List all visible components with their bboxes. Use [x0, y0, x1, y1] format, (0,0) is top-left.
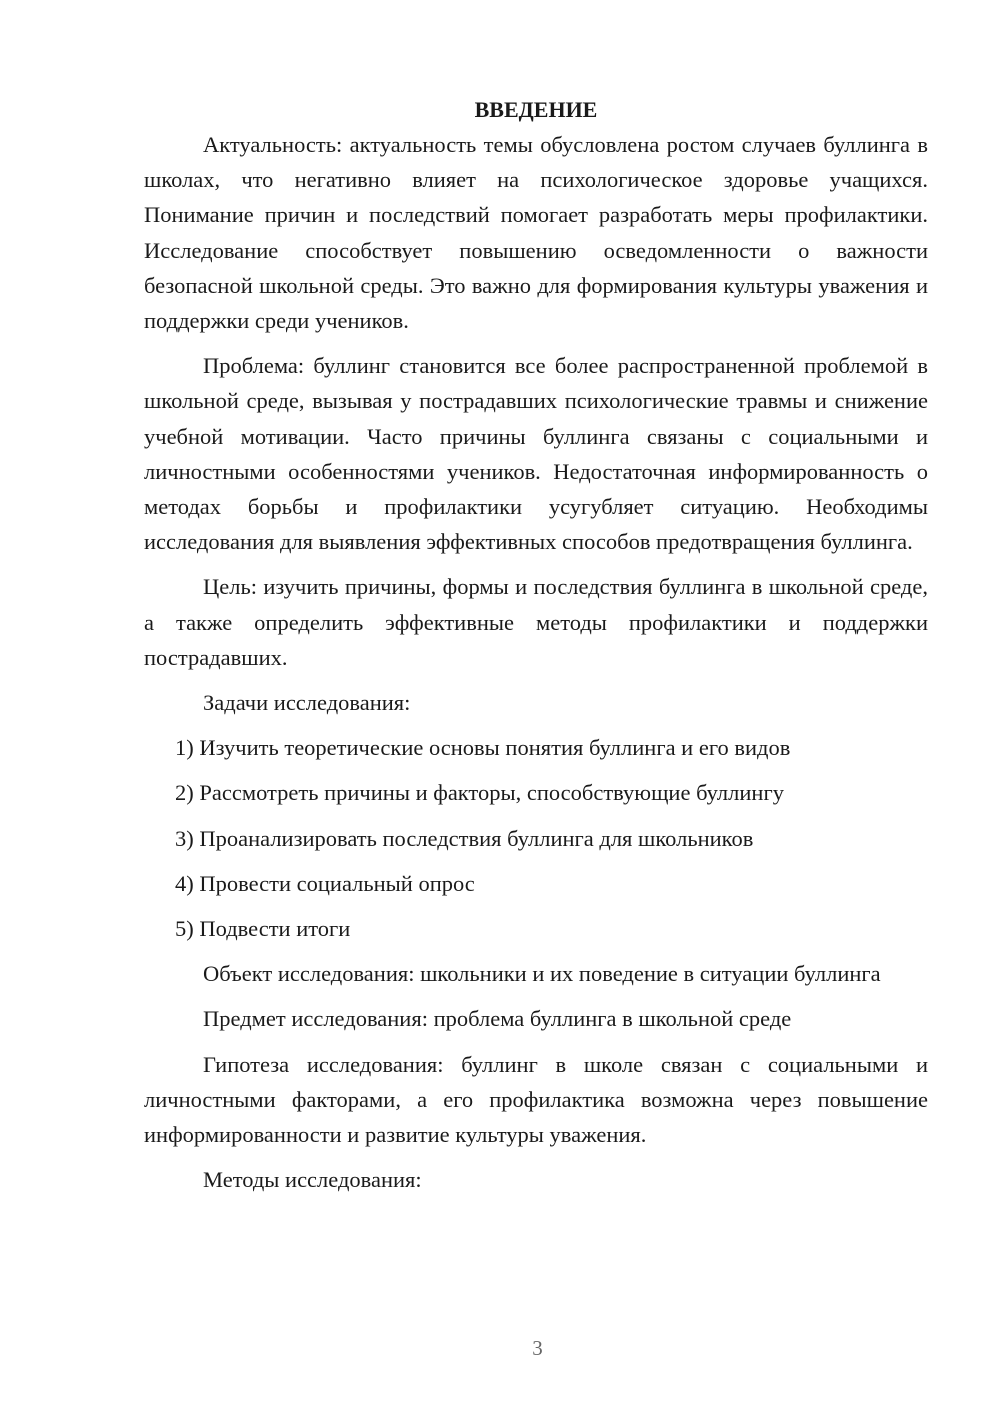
problem-paragraph: Проблема: буллинг становится все более распространенной проблемой в школьной среде, вызывая у пострадавших психологические травмы и снижение учебной мотивации. Часто причины буллинга связаны с социальными и личностными особенностями учеников. Недостаточная информированность о методах борьбы и профилактики усугубляет ситуацию. Необходимы исследования для выявления эффективных способов предотвращения буллинга.: [144, 353, 928, 555]
object-paragraph: Объект исследования: школьники и их поведение в ситуации буллинга: [203, 961, 881, 987]
list-item: 3) Проанализировать последствия буллинга для школьников: [175, 825, 754, 851]
list-item: 4) Провести социальный опрос: [175, 870, 475, 896]
page-title: ВВЕДЕНИЕ: [474, 97, 598, 122]
goal-paragraph: Цель: изучить причины, формы и последствия буллинга в школьной среде, а также определить эффективные методы профилактики и поддержки пострадавших.: [144, 574, 928, 670]
relevance-paragraph: Актуальность: актуальность темы обусловлена ростом случаев буллинга в школах, что негативно влияет на психологическое здоровье учащихся. Понимание причин и последствий помогает разработать меры профилактики. Исследование способствует повышению осведомленности о важности безопасной школьной среды. Это важно для формирования культуры уважения и поддержки среди учеников.: [144, 132, 928, 334]
subject-paragraph: Предмет исследования: проблема буллинга в школьной среде: [203, 1006, 792, 1032]
tasks-heading: Задачи исследования:: [203, 690, 411, 716]
methods-paragraph: Методы исследования:: [203, 1167, 422, 1193]
hypothesis-paragraph: Гипотеза исследования: буллинг в школе связан с социальными и личностными факторами, а его профилактика возможна через повышение информированности и развитие культуры уважения.: [144, 1051, 928, 1148]
tasks-list: [144, 730, 928, 946]
list-item: 1) Изучить теоретические основы понятия буллинга и его видов: [175, 735, 791, 761]
page-number: 3: [532, 1336, 543, 1360]
document-page: [144, 92, 928, 1197]
list-item: 2) Рассмотреть причины и факторы, способствующие буллингу: [175, 780, 784, 806]
list-item: 5) Подвести итоги: [175, 916, 351, 942]
